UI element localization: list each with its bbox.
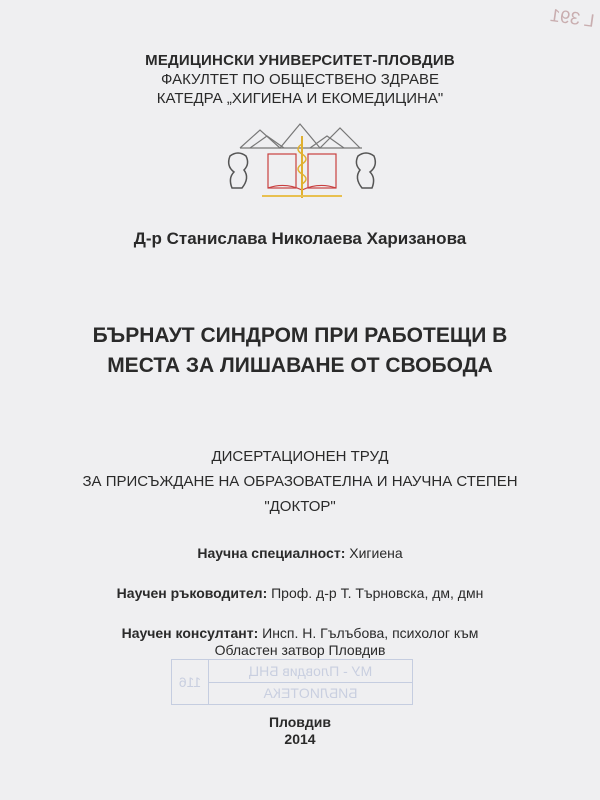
stamp-line-2: БИБЛИОТЕКА (263, 685, 358, 702)
supervisor-value: Проф. д-р Т. Търновска, дм, дмн (267, 585, 484, 601)
specialty-label: Научна специалност: (197, 545, 346, 561)
consultant-value-line-2: Областен затвор Пловдив (214, 642, 386, 658)
supervisor (0, 585, 600, 601)
thesis-title-line-2: МЕСТА ЗА ЛИШАВАНЕ ОТ СВОБОДА (107, 354, 493, 377)
specialty-value: Хигиена (345, 545, 403, 561)
supervisor-label: Научен ръководител: (116, 585, 268, 601)
subtitle-line-2: ЗА ПРИСЪЖДАНЕ НА ОБРАЗОВАТЕЛНА И НАУЧНА СТЕПЕН (82, 473, 518, 490)
faculty-name: ФАКУЛТЕТ ПО ОБЩЕСТВЕНО ЗДРАВЕ (161, 71, 439, 88)
university-name: МЕДИЦИНСКИ УНИВЕРСИТЕТ-ПЛОВДИВ (145, 52, 455, 69)
author-name: Д-р Станислава Николаева Харизанова (133, 229, 467, 248)
specialty (0, 545, 600, 561)
subtitle-line-3: "ДОКТОР" (264, 498, 336, 515)
city: Пловдив (268, 714, 332, 730)
thesis-title-line-1: БЪРНАУТ СИНДРОМ ПРИ РАБОТЕЩИ В (92, 324, 508, 347)
university-logo (222, 118, 382, 198)
library-stamp (171, 659, 413, 705)
handwritten-note: L 391 (548, 5, 596, 31)
consultant-value: Инсп. Н. Гълъбова, психолог към (258, 625, 479, 641)
stamp-line-1: МУ - Пловдив БНЦ (209, 660, 412, 683)
stamp-number: 116 (172, 660, 209, 704)
consultant-label: Научен консултант: (121, 625, 259, 641)
subtitle-line-1: ДИСЕРТАЦИОНЕН ТРУД (211, 448, 389, 465)
consultant (0, 625, 600, 641)
year: 2014 (284, 731, 316, 747)
department-name: КАТЕДРА „ХИГИЕНА И ЕКОМЕДИЦИНА" (156, 90, 444, 107)
